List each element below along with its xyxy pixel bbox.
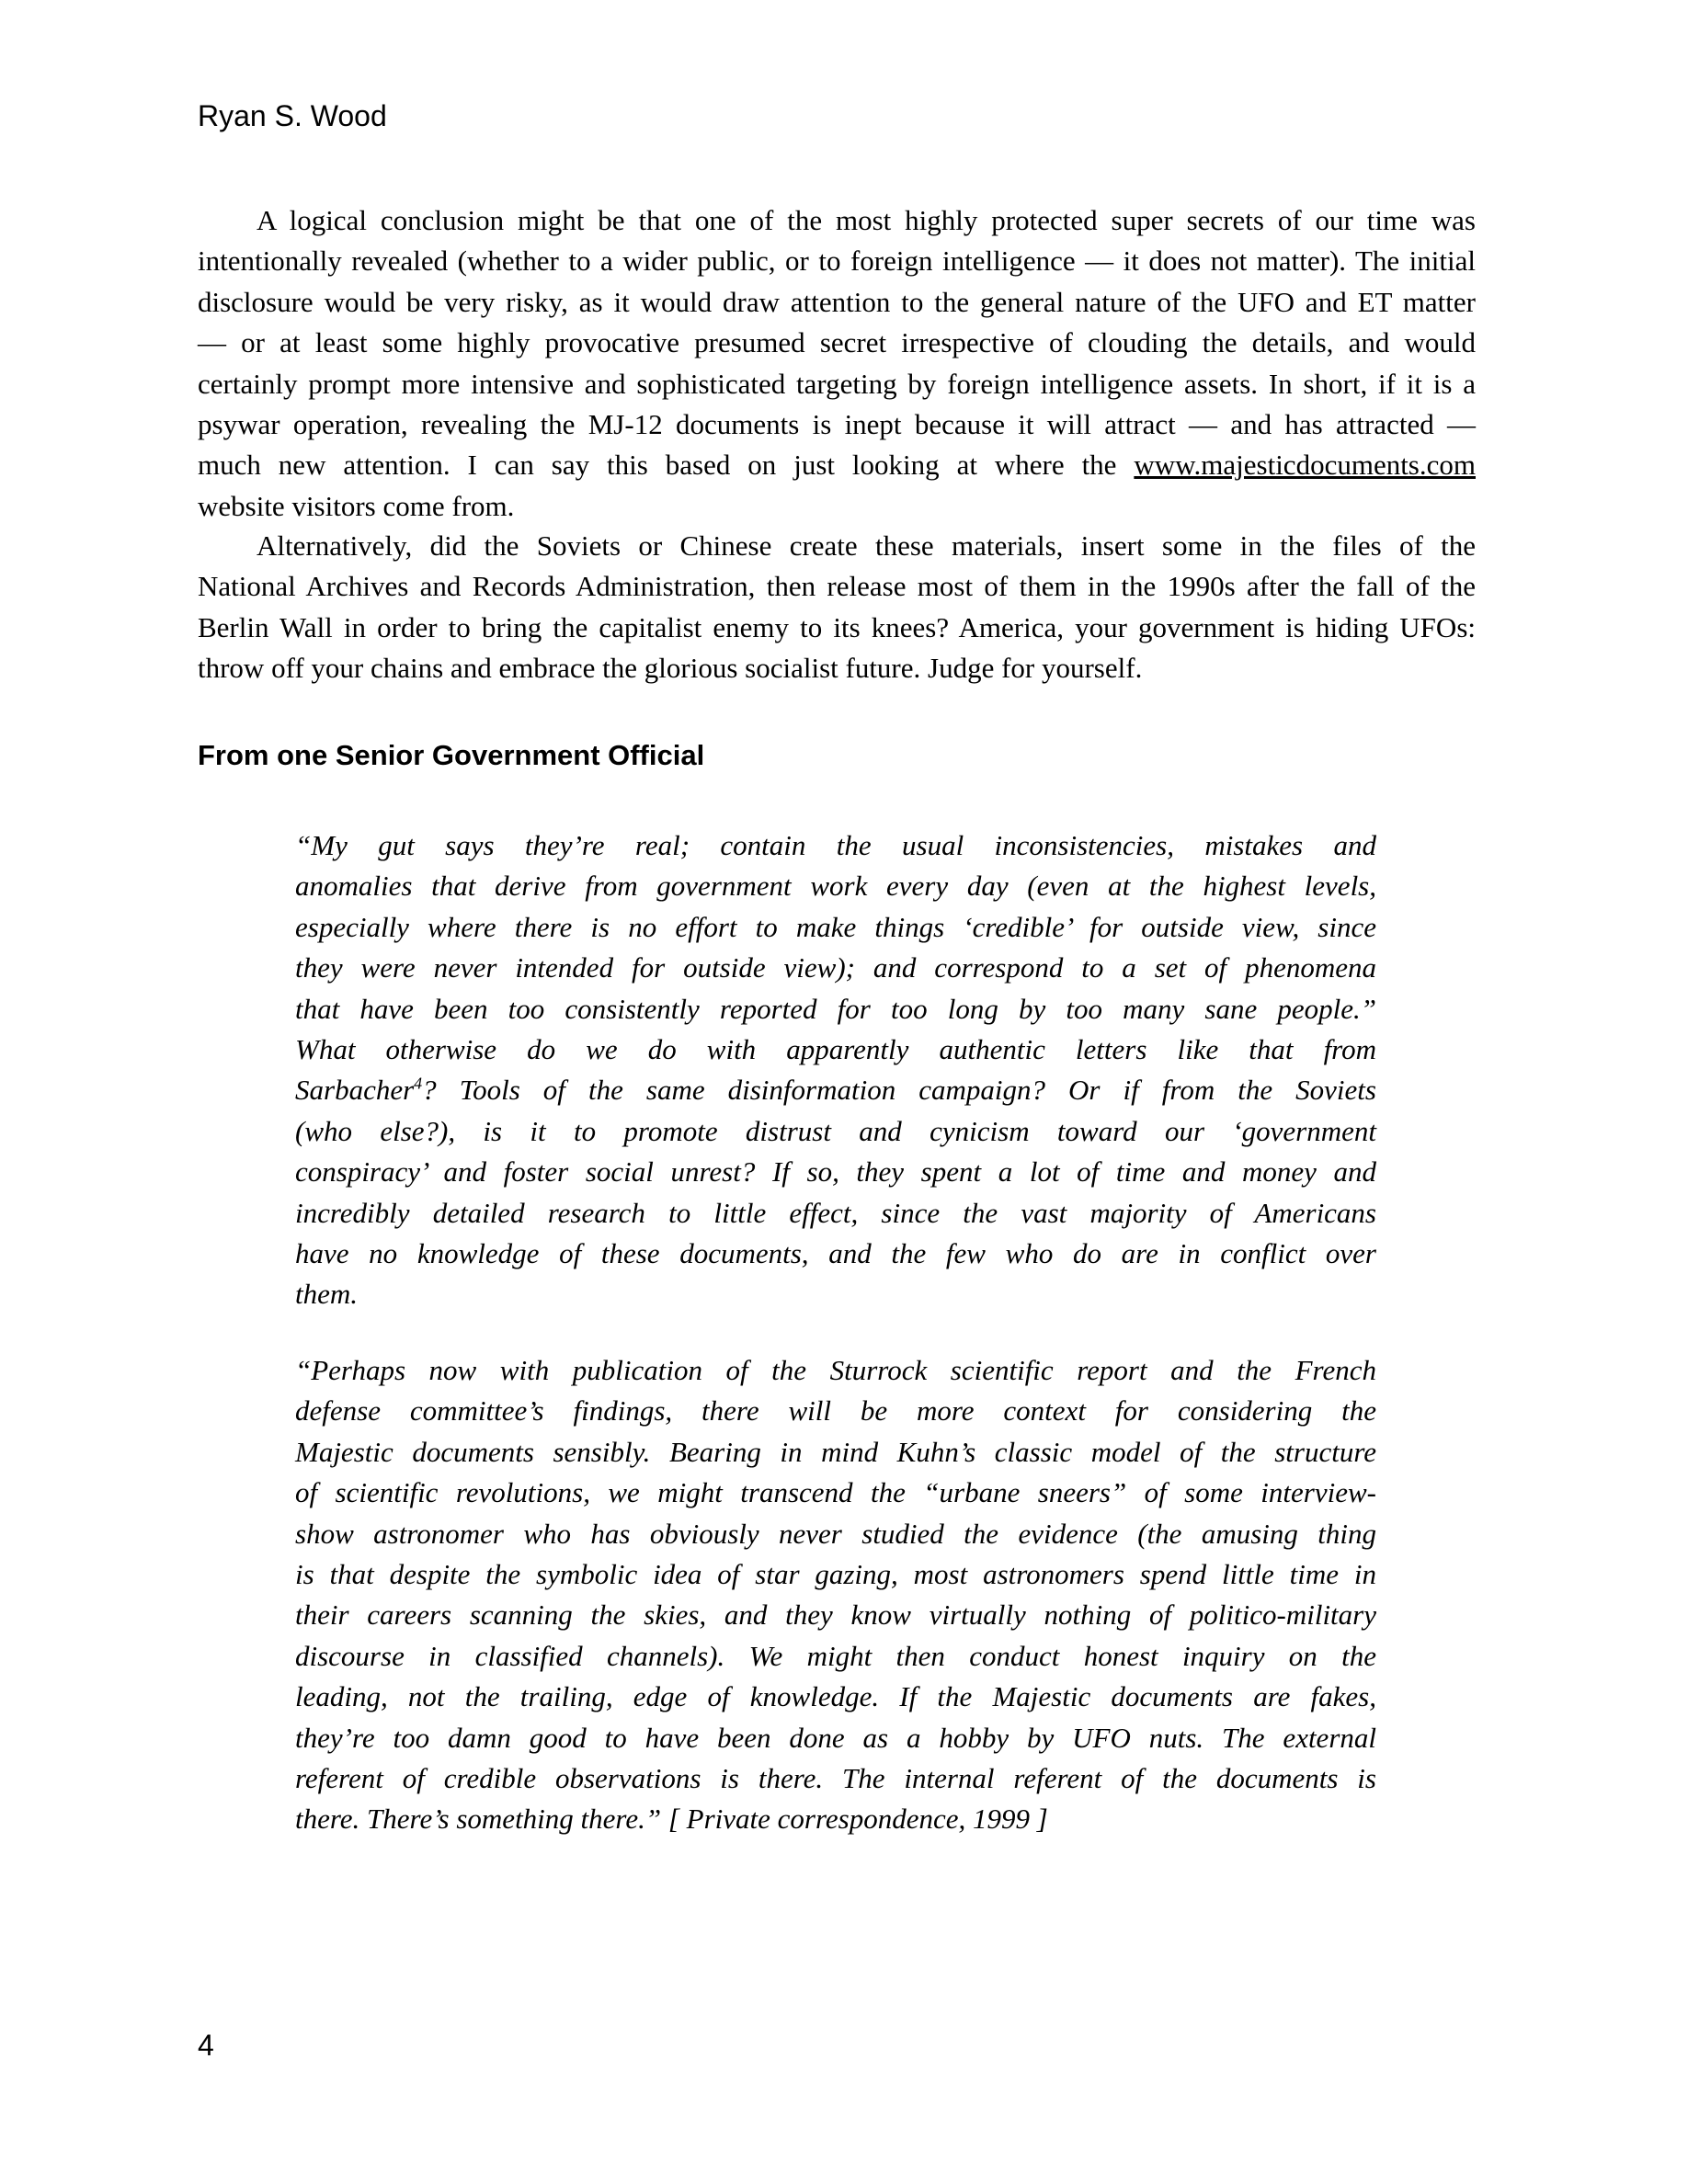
- quote-line: [295, 1070, 1376, 1110]
- quote-line: they’re too damn good to have been done as a hobby by UFO nuts. The external: [295, 1721, 1376, 1754]
- body-paragraph-2: [198, 526, 1476, 689]
- text-segment: much new attention. I can say this based on just looking at where the: [198, 449, 1117, 482]
- quote-line: show astronomer who has obviously never studied the evidence (the amusing thing: [295, 1517, 1376, 1550]
- text-segment: ? Tools of the same disinformation campaign? Or if from the Soviets: [422, 1074, 1376, 1107]
- body-paragraph-1: [198, 200, 1476, 527]
- block-quote-2: [295, 1350, 1376, 1840]
- text-line: [198, 445, 1476, 485]
- quote-line: that have been too consistently reported for too long by too many sane people.”: [295, 992, 1376, 1025]
- quote-line: referent of credible observations is there. The internal referent of the documents is: [295, 1761, 1376, 1794]
- quote-line: discourse in classified channels). We might then conduct honest inquiry on the: [295, 1639, 1376, 1672]
- quote-line: especially where there is no effort to make things ‘credible’ for outside view, since: [295, 910, 1376, 943]
- majestic-documents-link[interactable]: www.majesticdocuments.com: [1134, 449, 1476, 482]
- quote-line: incredibly detailed research to little effect, since the vast majority of Americans: [295, 1196, 1376, 1229]
- footnote-reference[interactable]: 4: [414, 1075, 423, 1094]
- page-number: 4: [198, 2029, 214, 2062]
- quote-line: is that despite the symbolic idea of star gazing, most astronomers spend little time in: [295, 1557, 1376, 1590]
- text-line: website visitors come from.: [198, 489, 515, 522]
- block-quote-1: [295, 825, 1376, 1315]
- quote-line: there. There’s something there.” [ Private correspondence, 1999 ]: [295, 1803, 1048, 1836]
- text-line: National Archives and Records Administration, then release most of them in the 1990s after the fall of the: [198, 570, 1476, 603]
- text-line: intentionally revealed (whether to a wider public, or to foreign intelligence — it does not matter). The initial: [198, 245, 1476, 278]
- running-head-author: Ryan S. Wood: [198, 99, 387, 132]
- text-line: Berlin Wall in order to bring the capitalist enemy to its knees? America, your government is hiding UFOs:: [198, 610, 1476, 643]
- text-line: psywar operation, revealing the MJ-12 documents is inept because it will attract — and has attracted —: [198, 407, 1476, 440]
- quote-line: have no knowledge of these documents, and the few who do are in conflict over: [295, 1236, 1376, 1269]
- quote-line: conspiracy’ and foster social unrest? If so, they spent a lot of time and money and: [295, 1155, 1376, 1189]
- text-line: — or at least some highly provocative presumed secret irrespective of clouding the details, and would: [198, 326, 1476, 359]
- quote-line: “My gut says they’re real; contain the usual inconsistencies, mistakes and: [295, 829, 1376, 861]
- text-line: throw off your chains and embrace the glorious socialist future. Judge for yourself.: [198, 652, 1143, 685]
- quote-line: “Perhaps now with publication of the Sturrock scientific report and the French: [295, 1354, 1376, 1386]
- quote-line: (who else?), is it to promote distrust and cynicism toward our ‘government: [295, 1114, 1376, 1147]
- section-heading: From one Senior Government Official: [198, 739, 705, 771]
- text-line: A logical conclusion might be that one of the most highly protected super secrets of our time was: [257, 204, 1476, 236]
- quote-line: What otherwise do we do with apparently authentic letters like that from: [295, 1032, 1376, 1065]
- text-segment: Sarbacher: [295, 1074, 415, 1107]
- quote-line: anomalies that derive from government work every day (even at the highest levels,: [295, 870, 1376, 903]
- text-line: disclosure would be very risky, as it would draw attention to the general nature of the UFO and ET matter: [198, 285, 1476, 318]
- quote-line: of scientific revolutions, we might transcend the “urbane sneers” of some interview-: [295, 1476, 1376, 1509]
- quote-line: their careers scanning the skies, and they know virtually nothing of politico-military: [295, 1598, 1376, 1632]
- quote-line: defense committee’s findings, there will be more context for considering the: [295, 1394, 1376, 1428]
- quote-line: they were never intended for outside view); and correspond to a set of phenomena: [295, 951, 1376, 984]
- quote-line: them.: [295, 1278, 359, 1311]
- quote-line: Majestic documents sensibly. Bearing in mind Kuhn’s classic model of the structure: [295, 1435, 1376, 1468]
- quote-line: leading, not the trailing, edge of knowledge. If the Majestic documents are fakes,: [295, 1680, 1376, 1713]
- text-line: certainly prompt more intensive and sophisticated targeting by foreign intelligence assets. In short, if it is a: [198, 367, 1476, 400]
- text-line: Alternatively, did the Soviets or Chinese create these materials, insert some in the files of the: [257, 529, 1476, 562]
